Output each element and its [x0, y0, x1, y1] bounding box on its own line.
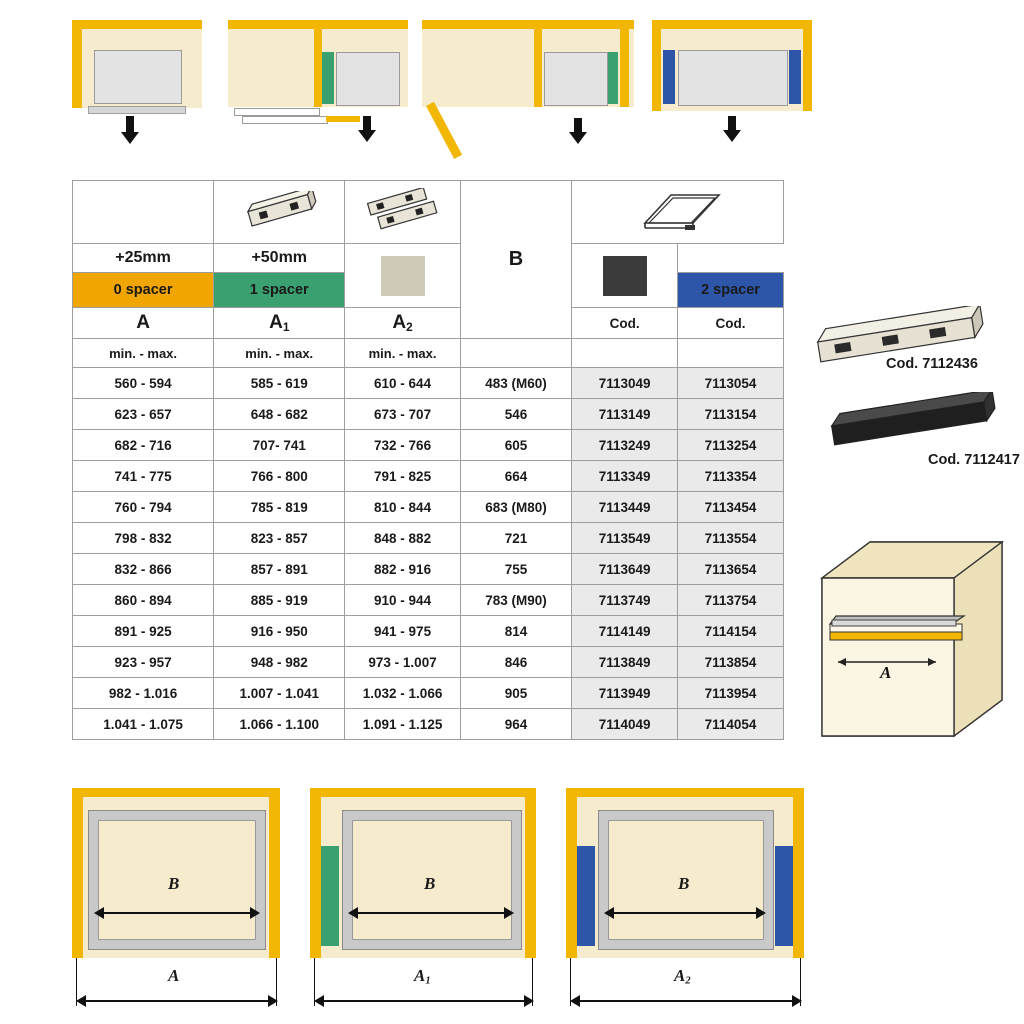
dimension-a1-arrow-left	[314, 995, 324, 1007]
cabinet-frame-top	[72, 788, 280, 797]
dimension-b-label	[168, 874, 179, 894]
cell-cod-dark: 7113854	[678, 647, 784, 678]
cell-a2: 882 - 916	[345, 554, 461, 585]
header-minmax-a2: min. - max.	[345, 339, 461, 368]
cell-cod-dark: 7113454	[678, 492, 784, 523]
header-spacer-0: 0 spacer	[73, 273, 214, 308]
bottom-figure-1-one-spacer	[310, 788, 536, 1016]
cell-a: 741 - 775	[73, 461, 214, 492]
header-minmax-a1: min. - max.	[214, 339, 345, 368]
single-spacer-icon	[233, 191, 325, 231]
cell-cod-light: 7113749	[572, 585, 678, 616]
cell-cod-light: 7113249	[572, 430, 678, 461]
dimension-a1-label	[414, 966, 431, 987]
cabinet-side-right	[803, 29, 812, 111]
down-arrow-head-icon	[358, 130, 376, 142]
header-swatch-dark-cell	[572, 244, 678, 308]
header-plus-50: +50mm	[214, 244, 345, 273]
down-arrow-head-icon	[723, 130, 741, 142]
spacer-green	[321, 846, 339, 946]
dimension-a1-tick-right	[532, 958, 533, 1006]
dimension-b-text: B	[168, 874, 180, 893]
drawer-frame	[678, 50, 788, 106]
cell-b: 605	[460, 430, 571, 461]
drawer-frame	[94, 50, 182, 104]
cell-a2: 610 - 644	[345, 368, 461, 399]
table-row	[73, 523, 784, 554]
cell-cod-light: 7114149	[572, 616, 678, 647]
cell-a2: 973 - 1.007	[345, 647, 461, 678]
cabinet-frame-right	[525, 788, 536, 958]
cell-a: 832 - 866	[73, 554, 214, 585]
cell-a2: 1.091 - 1.125	[345, 709, 461, 740]
cell-b: 783 (M90)	[460, 585, 571, 616]
header-symbol-a2	[345, 308, 461, 339]
cell-a1: 885 - 919	[214, 585, 345, 616]
cell-cod-light: 7113949	[572, 678, 678, 709]
dimension-a1-tick-left	[314, 958, 315, 1006]
down-arrow-head-icon	[121, 132, 139, 144]
cell-a: 798 - 832	[73, 523, 214, 554]
drawer-shadow	[88, 106, 186, 114]
spacer-dark-icon	[826, 392, 1016, 450]
cell-a1: 707- 741	[214, 430, 345, 461]
table-header-symbol-row	[73, 308, 784, 339]
cell-b: 721	[460, 523, 571, 554]
table-row	[73, 554, 784, 585]
cabinet-3d-icon	[812, 528, 1012, 753]
dimension-b-arrow-left	[94, 907, 104, 919]
table-row	[73, 399, 784, 430]
header-minmax-coddark-blank	[678, 339, 784, 368]
cell-a: 682 - 716	[73, 430, 214, 461]
shelf-board-1	[234, 108, 320, 116]
table-row	[73, 492, 784, 523]
cell-cod-light: 7113449	[572, 492, 678, 523]
dimension-b-line	[102, 912, 250, 914]
cell-cod-dark: 7113254	[678, 430, 784, 461]
cell-cod-light: 7113049	[572, 368, 678, 399]
cell-cod-dark: 7114154	[678, 616, 784, 647]
top-figure-1-mount-with-shelf	[228, 20, 408, 142]
dimension-a-arrow-left	[76, 995, 86, 1007]
dimension-a2-tick-left	[570, 958, 571, 1006]
cell-b: 814	[460, 616, 571, 647]
cell-cod-dark: 7113054	[678, 368, 784, 399]
cell-a1: 1.007 - 1.041	[214, 678, 345, 709]
top-figure-0-mount-on-base-cabinet	[72, 20, 202, 140]
cell-cod-light: 7113349	[572, 461, 678, 492]
cell-cod-dark: 7113154	[678, 399, 784, 430]
spacer-light-code-label: Cod. 7112436	[886, 356, 978, 372]
top-figure-3-mount-with-two-spacers	[652, 20, 812, 148]
header-spacer-1: 1 spacer	[214, 273, 345, 308]
dimension-b-arrow-left	[604, 907, 614, 919]
cell-b: 755	[460, 554, 571, 585]
double-spacer-icon	[357, 188, 449, 234]
header-minmax-b-blank	[460, 339, 571, 368]
cell-cod-dark: 7114054	[678, 709, 784, 740]
cell-a2: 848 - 882	[345, 523, 461, 554]
cell-a1: 823 - 857	[214, 523, 345, 554]
cell-b: 546	[460, 399, 571, 430]
cell-cod-light: 7113849	[572, 647, 678, 678]
cell-cod-light: 7114049	[572, 709, 678, 740]
cell-a1: 948 - 982	[214, 647, 345, 678]
cell-a: 560 - 594	[73, 368, 214, 399]
cabinet-divider	[534, 29, 542, 107]
table-row	[73, 709, 784, 740]
table-header-minmax-row	[73, 339, 784, 368]
cabinet-frame-left	[72, 788, 83, 958]
cell-b: 905	[460, 678, 571, 709]
cell-cod-dark: 7113954	[678, 678, 784, 709]
drawer-frame-icon	[623, 183, 733, 239]
spacer-dark-sample-figure	[826, 392, 1024, 450]
table-header-plus-row	[73, 244, 784, 273]
shelf-board-2	[242, 116, 328, 124]
cell-a2: 810 - 844	[345, 492, 461, 523]
dimension-a-line	[84, 1000, 268, 1002]
table-row	[73, 616, 784, 647]
header-symbol-a2-base: A	[392, 312, 407, 333]
dimension-a-tick-right	[276, 958, 277, 1006]
dimension-b-text: B	[678, 874, 690, 893]
spacer-blue-right	[789, 50, 801, 104]
cell-a: 623 - 657	[73, 399, 214, 430]
cell-a2: 910 - 944	[345, 585, 461, 616]
spacer-dimension-table	[72, 180, 784, 740]
cell-cod-light: 7113549	[572, 523, 678, 554]
cell-b: 846	[460, 647, 571, 678]
down-arrow-head-icon	[569, 132, 587, 144]
cabinet-frame-top	[566, 788, 804, 797]
dimension-a-text: A	[168, 966, 180, 985]
dimension-b-arrow-right	[504, 907, 514, 919]
header-icon-one-spacer	[214, 181, 345, 244]
dimension-a2-line	[578, 1000, 792, 1002]
cell-b: 964	[460, 709, 571, 740]
table-row	[73, 430, 784, 461]
cabinet-top	[652, 20, 812, 29]
cell-a1: 585 - 619	[214, 368, 345, 399]
header-minmax-a: min. - max.	[73, 339, 214, 368]
dimension-b-arrow-left	[348, 907, 358, 919]
dimension-a2-text: A	[674, 966, 686, 985]
swatch-light	[381, 256, 425, 296]
cell-cod-dark: 7113554	[678, 523, 784, 554]
cabinet-frame-top	[310, 788, 536, 797]
cell-cod-dark: 7113754	[678, 585, 784, 616]
cell-cod-light: 7113649	[572, 554, 678, 585]
dimension-a-label	[168, 966, 179, 986]
header-blank-a	[73, 181, 214, 244]
cell-b: 683 (M80)	[460, 492, 571, 523]
header-cod-light: Cod.	[572, 308, 678, 339]
table-header-icons-row	[73, 181, 784, 244]
cabinet-top	[422, 20, 634, 29]
shelf-edge	[326, 116, 360, 122]
dimension-a2-label	[674, 966, 691, 987]
header-symbol-a1	[214, 308, 345, 339]
cabinet-divider	[314, 29, 322, 107]
header-icon-two-spacer	[345, 181, 461, 244]
cell-a: 891 - 925	[73, 616, 214, 647]
table-row	[73, 647, 784, 678]
spacer-blue-left	[577, 846, 595, 946]
cabinet-top	[72, 20, 202, 29]
dimension-a2-tick-right	[800, 958, 801, 1006]
cell-cod-dark: 7113654	[678, 554, 784, 585]
cabinet-side-left	[652, 29, 661, 111]
dimension-b-text: B	[424, 874, 436, 893]
cell-a2: 941 - 975	[345, 616, 461, 647]
cabinet-frame-right	[793, 788, 804, 958]
cell-a1: 648 - 682	[214, 399, 345, 430]
cell-a2: 732 - 766	[345, 430, 461, 461]
spacer-dark-code-label: Cod. 7112417	[928, 452, 1020, 468]
cell-cod-light: 7113149	[572, 399, 678, 430]
dimension-b-arrow-right	[756, 907, 766, 919]
header-col-b-label: B	[508, 248, 524, 270]
cabinet-3d-figure	[812, 528, 1012, 753]
cell-cod-dark: 7113354	[678, 461, 784, 492]
table-row	[73, 585, 784, 616]
bottom-figure-0-no-spacer	[72, 788, 280, 1016]
header-plus-25: +25mm	[73, 244, 214, 273]
cell-a: 1.041 - 1.075	[73, 709, 214, 740]
cell-a1: 785 - 819	[214, 492, 345, 523]
table-row	[73, 678, 784, 709]
spacer-blue-left	[663, 50, 675, 104]
dimension-a1-sub: 1	[425, 975, 431, 987]
cell-a: 982 - 1.016	[73, 678, 214, 709]
swatch-dark	[603, 256, 647, 296]
cabinet-side-left	[72, 20, 82, 108]
cell-a2: 673 - 707	[345, 399, 461, 430]
header-symbol-a1-base: A	[269, 312, 283, 333]
spacer-green	[322, 52, 334, 104]
dimension-b-label	[424, 874, 435, 894]
spacer-blue-right	[775, 846, 793, 946]
header-col-b	[460, 181, 571, 339]
table-row	[73, 368, 784, 399]
svg-text:A: A	[880, 663, 892, 682]
dimension-a1-line	[322, 1000, 524, 1002]
spacer-green	[608, 52, 618, 104]
dimension-b-line	[356, 912, 504, 914]
cell-a2: 791 - 825	[345, 461, 461, 492]
dimension-b-arrow-right	[250, 907, 260, 919]
drawer-frame	[544, 52, 608, 106]
bottom-figure-2-two-spacers	[566, 788, 804, 1016]
dimension-a1-text: A	[414, 966, 426, 985]
top-figure-2-mount-in-corner-cabinet	[422, 20, 634, 152]
cabinet-frame-right	[269, 788, 280, 958]
dimension-b-label	[678, 874, 689, 894]
cell-a1: 766 - 800	[214, 461, 345, 492]
dimension-a2-sub: 2	[685, 975, 691, 987]
drawer-frame	[336, 52, 400, 106]
cell-a1: 1.066 - 1.100	[214, 709, 345, 740]
cell-a: 923 - 957	[73, 647, 214, 678]
dimension-a-tick-left	[76, 958, 77, 1006]
cabinet-frame-left	[566, 788, 577, 958]
cell-b: 664	[460, 461, 571, 492]
header-symbol-a1-sub: 1	[282, 320, 290, 334]
cell-a: 760 - 794	[73, 492, 214, 523]
cabinet-door-open	[426, 102, 462, 159]
cell-a1: 916 - 950	[214, 616, 345, 647]
header-minmax-codlight-blank	[572, 339, 678, 368]
header-spacer-2: 2 spacer	[678, 273, 784, 308]
header-swatch-light-cell	[345, 244, 461, 308]
cell-a2: 1.032 - 1.066	[345, 678, 461, 709]
table-body	[73, 368, 784, 740]
dimension-a2-arrow-left	[570, 995, 580, 1007]
cell-a: 860 - 894	[73, 585, 214, 616]
cabinet-side-right	[620, 29, 629, 107]
cabinet-frame-left	[310, 788, 321, 958]
header-cod-dark: Cod.	[678, 308, 784, 339]
header-symbol-a2-sub: 2	[406, 320, 413, 334]
header-frame-icon-cell	[572, 181, 784, 244]
cabinet-top	[228, 20, 408, 29]
dimension-b-line	[612, 912, 756, 914]
table-row	[73, 461, 784, 492]
header-symbol-a: A	[73, 308, 214, 339]
cell-a1: 857 - 891	[214, 554, 345, 585]
cell-b: 483 (M60)	[460, 368, 571, 399]
